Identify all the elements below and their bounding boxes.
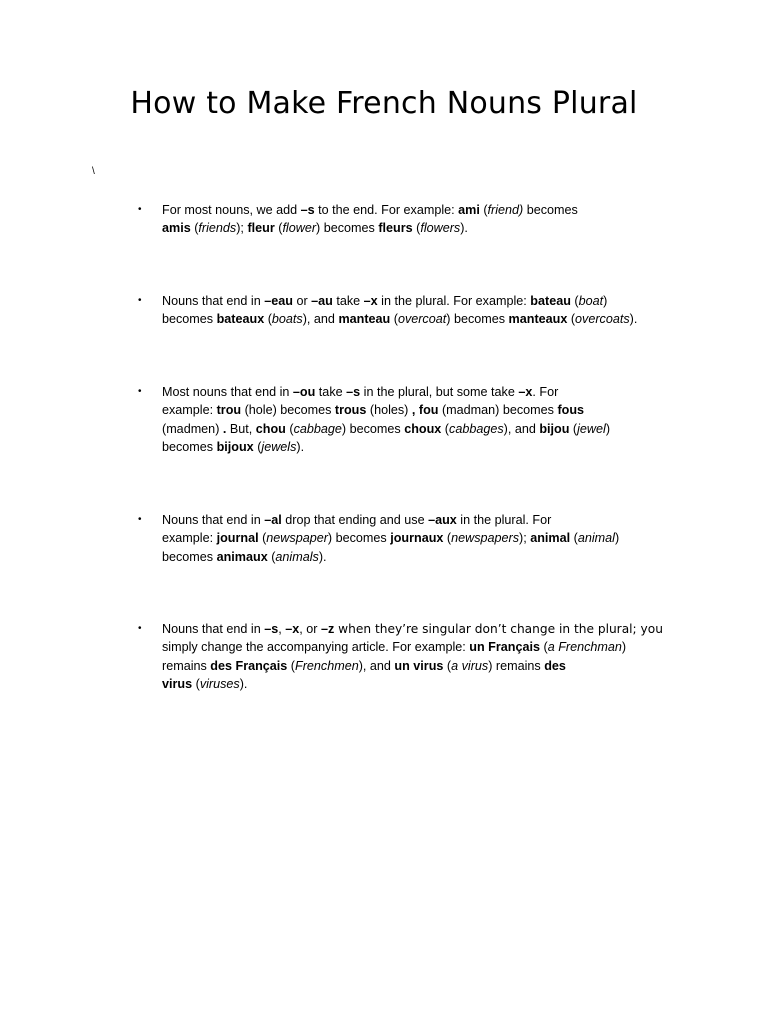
text-run: ) (605, 421, 611, 436)
text-line (162, 219, 698, 237)
bold-term: –ou (292, 385, 316, 399)
text-run: in the plural. For example: (377, 294, 531, 308)
text-run: example: (162, 531, 217, 546)
text-run: ) remains (488, 658, 545, 673)
list-item (138, 383, 698, 456)
bold-term: animaux (216, 549, 268, 564)
text-line (162, 620, 698, 638)
list-item (138, 201, 698, 238)
italic-translation: flower (282, 221, 317, 236)
bold-term: journal (216, 531, 259, 546)
bold-term: fleur (247, 221, 275, 236)
bold-term: –eau (264, 294, 293, 308)
bold-term: –au (311, 294, 333, 308)
italic-translation: cabbage (293, 421, 342, 436)
text-line (162, 638, 698, 656)
italic-translation: flowers (420, 221, 461, 236)
text-run: ( (287, 658, 296, 673)
italic-translation: boat (578, 294, 604, 308)
text-run: For most nouns, we add (162, 203, 301, 217)
text-run: ( (567, 312, 576, 327)
list-item (138, 292, 698, 329)
item-text (162, 511, 698, 566)
italic-translation: overcoat (397, 312, 447, 327)
text-run: ). (629, 312, 638, 327)
text-run: or (292, 294, 312, 308)
text-run: take (315, 385, 347, 399)
italic-translation: newspapers (451, 531, 520, 546)
item-text (162, 292, 698, 329)
text-run: simply change the accompanying article. For example: (162, 640, 470, 655)
italic-translation: boats (271, 312, 303, 327)
text-run: when they’re singular don’t change in the plural; you (334, 622, 663, 636)
text-line (162, 657, 698, 675)
bold-term: chou (255, 421, 286, 436)
text-run: ( (443, 658, 452, 673)
text-run: (madman) becomes (438, 403, 558, 418)
text-run: ( (267, 549, 276, 564)
text-run: in the plural. For (456, 513, 552, 527)
text-run: ( (274, 221, 283, 236)
text-run: ) (603, 294, 608, 308)
bold-term: –z (320, 622, 335, 636)
italic-translation: viruses (199, 676, 240, 691)
text-run: ) becomes (316, 221, 379, 236)
bold-term: bateaux (216, 312, 265, 327)
text-line (162, 548, 698, 566)
text-run: (holes) (366, 403, 412, 418)
bold-term: manteau (338, 312, 391, 327)
text-run: , (278, 622, 286, 636)
bold-term: bateau (530, 294, 571, 308)
text-run: becomes (162, 312, 217, 327)
text-run: ); (519, 531, 531, 546)
text-run: Nouns that end in (162, 622, 265, 636)
italic-translation: overcoats (575, 312, 630, 327)
text-line (162, 420, 698, 438)
text-run: (madmen) (162, 421, 223, 436)
text-run: ( (412, 221, 421, 236)
bullet-icon: • (138, 204, 142, 215)
text-run: ). (318, 549, 327, 564)
page-title: How to Make French Nouns Plural (130, 86, 638, 121)
text-line (162, 310, 698, 328)
italic-translation: cabbages (449, 421, 504, 436)
text-run: ( (253, 439, 262, 454)
bold-term: . (222, 421, 227, 436)
bold-term: –al (264, 513, 282, 527)
text-run: ( (479, 203, 488, 217)
bold-term: journaux (390, 531, 444, 546)
text-run: ( (390, 312, 398, 327)
bullet-icon: • (138, 386, 142, 397)
text-line (162, 292, 698, 310)
italic-translation: Frenchmen (295, 658, 359, 673)
item-text (162, 620, 698, 693)
text-run: ), and (503, 421, 540, 436)
text-run: ( (441, 421, 450, 436)
text-run: becomes (162, 549, 217, 564)
text-run: ( (443, 531, 452, 546)
stray-backslash-mark: \ (92, 166, 95, 177)
text-run: ) becomes (327, 531, 391, 546)
text-run: becomes (162, 439, 217, 454)
italic-translation: a virus (451, 658, 489, 673)
text-run: take (332, 294, 364, 308)
text-run: remains (162, 658, 211, 673)
bold-term: bijoux (216, 439, 254, 454)
bold-term: bijou (539, 421, 570, 436)
bold-term: –x (285, 622, 300, 636)
text-run: , or (299, 622, 321, 636)
text-run: ( (264, 312, 272, 327)
bold-term: fleurs (378, 221, 413, 236)
bold-term: fous (557, 403, 585, 418)
text-run: ). (296, 439, 305, 454)
text-line (162, 438, 698, 456)
text-line (162, 383, 698, 401)
text-run: . For (532, 385, 559, 399)
text-run: ( (285, 421, 294, 436)
bold-term: –s (264, 622, 279, 636)
text-run: ), and (358, 658, 395, 673)
bold-term: animal (530, 531, 571, 546)
bold-term: amis (162, 221, 191, 236)
bold-term: trou (216, 403, 242, 418)
italic-translation: jewels (261, 439, 297, 454)
text-run: ) (614, 531, 620, 546)
text-line (162, 675, 698, 693)
bold-term: ami (458, 203, 480, 217)
italic-translation: newspaper (266, 531, 328, 546)
bold-term: –x (518, 385, 533, 399)
text-run: ) (621, 640, 627, 655)
text-run: in the plural, but some take (360, 385, 519, 399)
bullet-icon: • (138, 514, 142, 525)
bold-term: –s (300, 203, 315, 217)
item-text (162, 201, 698, 238)
bold-term: des (544, 658, 566, 673)
text-run: ( (570, 294, 579, 308)
text-run: example: (162, 403, 217, 418)
bold-term: , fou (411, 403, 439, 418)
bold-term: –aux (428, 513, 457, 527)
text-run: (hole) becomes (241, 403, 335, 418)
text-run: ) becomes (446, 312, 509, 327)
text-run: ); (236, 221, 248, 236)
bold-term: choux (404, 421, 442, 436)
text-line (162, 201, 698, 219)
italic-translation: friends (198, 221, 237, 236)
text-run: to the end. For example: (314, 203, 459, 217)
bold-term: virus (162, 676, 193, 691)
bold-term: un Français (469, 640, 540, 655)
text-run: ( (570, 531, 578, 546)
list-item (138, 511, 698, 566)
text-run: ), and (302, 312, 339, 327)
italic-translation: friend) (487, 203, 524, 217)
item-text (162, 383, 698, 456)
text-run: ( (569, 421, 578, 436)
bold-term: trous (334, 403, 367, 418)
text-line (162, 511, 698, 529)
text-run: ( (190, 221, 199, 236)
text-line (162, 529, 698, 547)
text-run: ). (239, 676, 248, 691)
bold-term: un virus (394, 658, 444, 673)
text-run: drop that ending and use (281, 513, 429, 527)
bullet-icon: • (138, 295, 142, 306)
text-run: ). (460, 221, 468, 236)
text-run: ( (192, 676, 200, 691)
bold-term: des Français (210, 658, 288, 673)
text-run: ) becomes (341, 421, 405, 436)
italic-translation: animal (577, 531, 615, 546)
text-run: becomes (523, 203, 578, 217)
italic-translation: jewel (577, 421, 606, 436)
text-run: Nouns that end in (162, 513, 265, 527)
list-item (138, 620, 698, 693)
text-run: But, (226, 421, 256, 436)
bullet-icon: • (138, 623, 142, 634)
bold-term: manteaux (508, 312, 568, 327)
bold-term: –s (346, 385, 361, 399)
text-run: ( (258, 531, 267, 546)
italic-translation: animals (275, 549, 319, 564)
text-run: Nouns that end in (162, 294, 265, 308)
text-run: ( (539, 640, 548, 655)
italic-translation: a Frenchman (547, 640, 622, 655)
text-line (162, 401, 698, 419)
bold-term: –x (363, 294, 378, 308)
text-run: Most nouns that end in (162, 385, 293, 399)
